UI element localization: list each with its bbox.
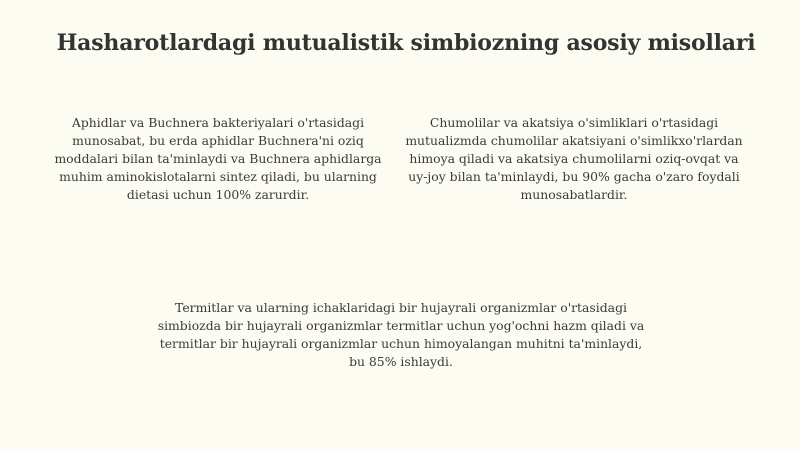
paragraph-ants-acacia: Chumolilar va akatsiya o'simliklari o'rtasidagi mutualizmda chumolilar akatsiyani o'simlikxo'rlardan himoya qiladi va akatsiya chumolilarni oziq-ovqat va uy-joy bilan ta'minlaydi, bu 90% gacha o'zaro foydali munosabatlardir. xyxy=(405,115,743,202)
slide-title: Hasharotlardagi mutualistik simbiozning asosiy misollari xyxy=(56,30,756,56)
paragraph-termites-protists: Termitlar va ularning ichaklaridagi bir hujayrali organizmlar o'rtasidagi simbiozda bir hujayrali organizmlar termitlar uchun yog'ochni hazm qiladi va termitlar bir hujayrali organizmlar uchun himoyalangan muhitni ta'minlaydi, bu 85% ishlaydi. xyxy=(157,300,645,369)
paragraph-aphids-buchnera: Aphidlar va Buchnera bakteriyalari o'rtasidagi munosabat, bu erda aphidlar Buchnera'ni oziq moddalari bilan ta'minlaydi va Buchnera aphidlarga muhim aminokislotalarni sintez qiladi, bu ularning dietasi uchun 100% zarurdir. xyxy=(54,115,382,202)
